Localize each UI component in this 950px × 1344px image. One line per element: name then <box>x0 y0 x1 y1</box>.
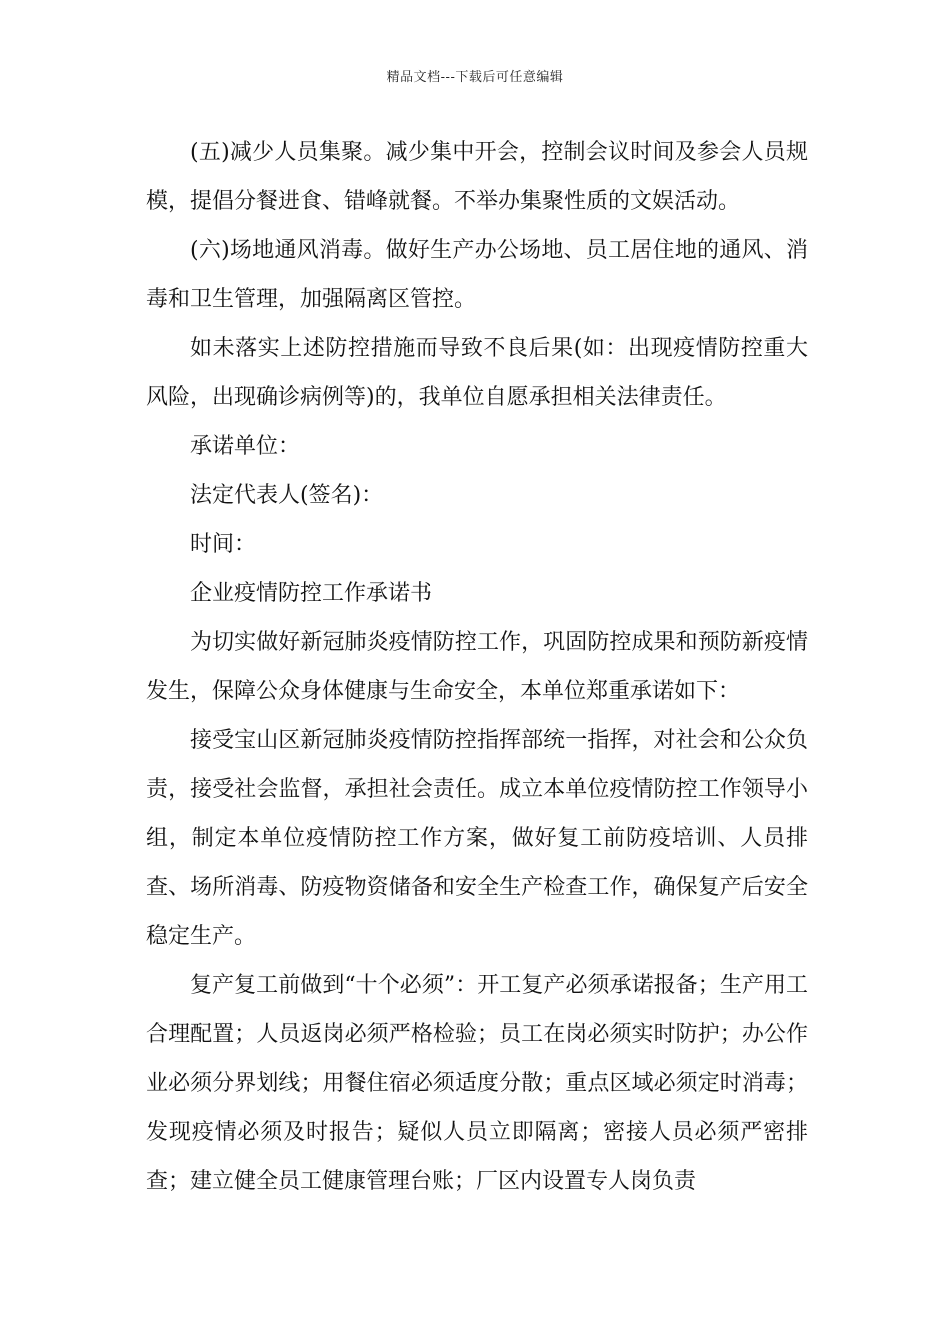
paragraph-intro: 为切实做好新冠肺炎疫情防控工作，巩固防控成果和预防新疫情发生，保障公众身体健康与生命安全，本单位郑重承诺如下： <box>146 630 808 704</box>
paragraph-measure-5: (五)减少人员集聚。减少集中开会，控制会议时间及参会人员规模，提倡分餐进食、错峰就餐。不举办集聚性质的文娱活动。 <box>146 140 808 214</box>
paragraph-measure-6: (六)场地通风消毒。做好生产办公场地、员工居住地的通风、消毒和卫生管理，加强隔离区管控。 <box>146 238 808 312</box>
paragraph-liability: 如未落实上述防控措施而导致不良后果(如：出现疫情防控重大风险，出现确诊病例等)的，我单位自愿承担相关法律责任。 <box>146 336 808 410</box>
paragraph-command: 接受宝山区新冠肺炎疫情防控指挥部统一指挥，对社会和公众负责，接受社会监督，承担社会责任。成立本单位疫情防控工作领导小组，制定本单位疫情防控工作方案，做好复工前防疫培训、人员排查、场所消毒、防疫物资储备和安全生产检查工作，确保复产后安全稳定生产。 <box>146 728 808 949</box>
signature-date-label: 时间： <box>190 532 257 557</box>
signature-representative-label: 法定代表人(签名)： <box>190 483 384 508</box>
document-body <box>146 128 808 1206</box>
section-title: 企业疫情防控工作承诺书 <box>190 581 433 606</box>
signature-unit-label: 承诺单位： <box>190 434 301 459</box>
page-header: 精品文档---下载后可任意编辑 <box>386 70 564 85</box>
paragraph-ten-musts: 复产复工前做到“十个必须”：开工复产必须承诺报备；生产用工合理配置；人员返岗必须严格检验；员工在岗必须实时防护；办公作业必须分界划线；用餐住宿必须适度分散；重点区域必须定时消毒；发现疫情必须及时报告；疑似人员立即隔离；密接人员必须严密排查；建立健全员工健康管理台账；厂区内设置专人岗负责 <box>146 973 808 1194</box>
